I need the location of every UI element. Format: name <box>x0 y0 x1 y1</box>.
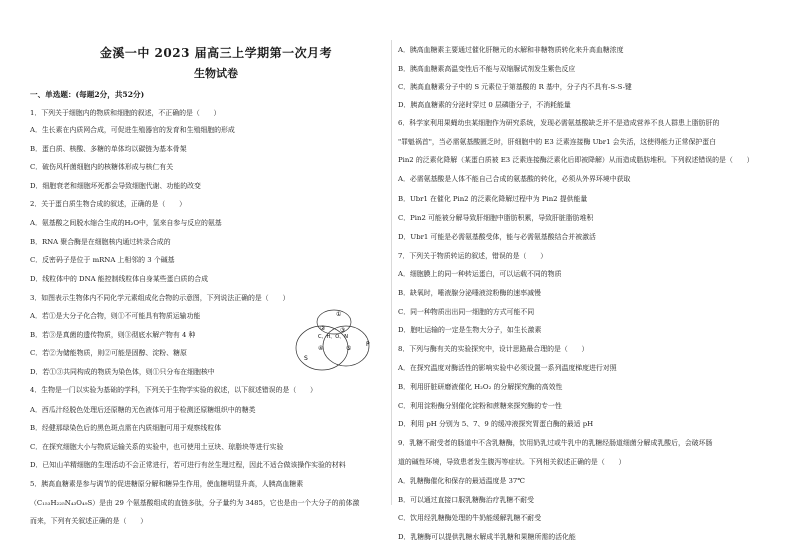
right-text-line: C．利用淀粉酶分别催化淀粉和蔗糖来探究酶的专一性 <box>398 402 562 410</box>
section-heading: 一、单选题：(每题2分，共52分) <box>30 90 145 99</box>
left-text-line: 而来，下列有关叙述正确的是（ ） <box>30 517 148 525</box>
left-text-line: B．若③是真菌的遗传物质，则③彻底水解产物有 4 种 <box>30 331 196 339</box>
right-text-line: D．利用 pH 分别为 5、7、9 的缓冲液探究胃蛋白酶的最适 pH <box>398 420 594 428</box>
right-text-line: 7．下列关于物质转运的叙述，错误的是（ ） <box>398 252 548 260</box>
left-text-line: D．线粒体中的 DNA 能控制线粒体自身某些蛋白质的合成 <box>30 275 209 283</box>
left-text-line: C．若②为储能物质，则②可能是固醇、淀粉、糖原 <box>30 349 187 357</box>
right-text-line: D．胰高血糖素的分泌时穿过 0 层磷脂分子，不消耗能量 <box>398 101 571 109</box>
column-divider <box>391 40 392 505</box>
exam-title: 金溪一中 2023 届高三上学期第一次月考 <box>99 46 333 60</box>
right-text-line: B．利用肝脏研磨液催化 H₂O₂ 的分解探究酶的高效性 <box>398 383 563 391</box>
venn-center-label: C、H、O、N <box>318 334 348 340</box>
venn-diagram <box>284 302 384 374</box>
right-text-line: C．胰高血糖素分子中的 S 元素位于第基酸的 R 基中，分子内不具有-S-S-键 <box>398 83 632 91</box>
right-text-line: Pin2 的泛素化降解（某蛋白质被 E3 泛素连接酶泛素化后即被降解）从而造成脂肪堆积。下列叙述错误的是（ ） <box>398 156 754 164</box>
right-text-line: A．在探究温度对酶活性的影响实验中必须设置一系列温度梯度进行对照 <box>398 364 617 372</box>
left-text-line: D．细胞衰老和细胞坏死都会导致细胞代谢、功能的改变 <box>30 182 201 190</box>
right-text-line: A．胰高血糖素主要通过催化肝糖元的水解和非糖物质转化来升高血糖浓度 <box>398 46 624 54</box>
left-text-line: 4．生物是一门以实验为基础的学科，下列关于生物学实验的叙述，以下叙述错误的是（ ） <box>30 386 317 394</box>
left-text-line: B．经健那绿染色后的黑色斑点需在内质细胞可用于观察线粒体 <box>30 424 222 432</box>
left-text-line: 5．胰高血糖素是参与调节的促进糖原分解和糖异生作用，使血糖明显升高，人胰高血糖素 <box>30 480 304 488</box>
right-text-line: C．同一种物质出出同一细胞的方式可能不同 <box>398 308 535 316</box>
left-text-line: B．RNA 聚合酶是在细胞核内通过转录合成的 <box>30 238 171 246</box>
left-text-line: D．已知山羊精细胞的生理活动不会正常进行，若可进行有丝生理过程，因此不适合做该操作实验的材料 <box>30 461 346 469</box>
exam-subtitle: 生物试卷 <box>194 67 238 80</box>
right-text-line: A．细胞膜上的同一种转运蛋白，可以运载不同的物质 <box>398 270 562 278</box>
right-text-line: C．饮用经乳糖酶处理的牛奶能缓解乳糖不耐受 <box>398 514 542 522</box>
right-text-line: B．缺氧时，唾液腺分泌唾液淀粉酶的速率减慢 <box>398 289 541 297</box>
right-text-line: D．胞吐运输的一定是生物大分子，如生长激素 <box>398 326 542 334</box>
left-text-line: D．若①③共同构成的物质为染色体，则①只分布在细胞核中 <box>30 368 215 376</box>
right-text-line: D．Ubr1 可能是必需氨基酸受体，能与必需氨基酸结合并被激活 <box>398 233 596 241</box>
left-text-line: C．在探究细胞大小与物质运输关系的实验中，也可使用土豆块、琼脂块等进行实验 <box>30 443 284 451</box>
left-text-line: A．生长素在内质网合成，可促进生殖器官的发育和生殖细胞的形成 <box>30 126 235 134</box>
left-text-line: A．西瓜汁经脱色处理后还原糖的无色液体可用于检测还原糖组织中的糖类 <box>30 406 256 414</box>
left-text-line: C．破伤风杆菌细胞内的核糖体形成与核仁有关 <box>30 163 174 171</box>
right-text-line: B．可以通过直接口服乳糖酶治疗乳糖不耐受 <box>398 496 534 504</box>
venn-label-s: S <box>304 355 308 362</box>
left-text-line: （C₁₅₃H₂₂₅N₄₃O₄₉S）是由 29 个氨基酸组成的直链多肽，分子量约为 3485，它也是由一个大分子的前体激 <box>30 499 360 507</box>
right-text-line: A．乳糖酶催化和保存的最适温度是 37℃ <box>398 477 526 485</box>
venn-mark-5: ⑤ <box>346 345 352 352</box>
venn-mark-3: ③ <box>340 327 346 334</box>
right-text-line: C．Pin2 可能被分解导致肝细胞中脂肪积累，导致肝脏脂肪堆积 <box>398 214 594 222</box>
right-text-line: A．必需氨基酸是人体不能自己合成的氨基酸的转化，必须从外界环境中获取 <box>398 175 631 183</box>
right-text-line: 6．科学家利用果蝇幼虫某细胞作为研究系统，发现必需氨基酸缺乏并不是造成营养不良人群患上脂肪肝的 <box>398 119 720 127</box>
right-text-line: "罪魁祸首"，当必需氨基酸匮乏时，肝细胞中的 E3 泛素连接酶 Ubr1 会失活，这使得能力正常保护蛋白 <box>398 138 717 146</box>
venn-label-p: P <box>366 341 370 348</box>
venn-mark-1: ① <box>336 311 342 318</box>
venn-mark-2: ② <box>320 325 326 332</box>
venn-mark-4: ④ <box>318 345 324 352</box>
right-text-line: 9．乳糖不耐受者的肠道中不含乳糖酶，饮用奶乳过或牛乳中的乳糖经肠道细菌分解成乳酸后，会破坏肠 <box>398 439 713 447</box>
left-text-line: C．反密码子是位于 mRNA 上相邻的 3 个碱基 <box>30 256 175 264</box>
right-text-line: B．Ubr1 在催化 Pin2 的泛素化降解过程中为 Pin2 提供能量 <box>398 195 588 203</box>
right-text-line: 8．下列与酶有关的实验探究中，设计思路最合理的是（ ） <box>398 345 589 353</box>
left-text-line: B．蛋白质、核酸、多糖的单体均以碳链为基本骨架 <box>30 145 187 153</box>
right-text-line: 道的碱性环境，导致患者发生腹泻等症状。下列相关叙述正确的是（ ） <box>398 458 626 466</box>
left-text-line: 2．关于蛋白质生物合成的叙述，正确的是（ ） <box>30 200 186 208</box>
left-text-line: 1．下列关于细胞内的物质和细胞的叙述，不正确的是（ ） <box>30 109 221 117</box>
left-text-line: A．氨基酸之间脱水缩合生成的H₂O中，氢来自参与反应的氨基 <box>30 219 222 227</box>
right-text-line: D．乳糖酶可以提供乳糖水解成半乳糖和果糖所需的活化能 <box>398 533 576 541</box>
left-text-line: 3．如图表示生物体内不同化学元素组成化合物的示意图，下列说法正确的是（ ） <box>30 294 290 302</box>
left-text-line: A．若①是大分子化合物，则①不可能具有物质运输功能 <box>30 312 201 320</box>
right-text-line: B．胰高血糖素高温变性后不能与双缩脲试剂发生紫色反应 <box>398 65 576 73</box>
